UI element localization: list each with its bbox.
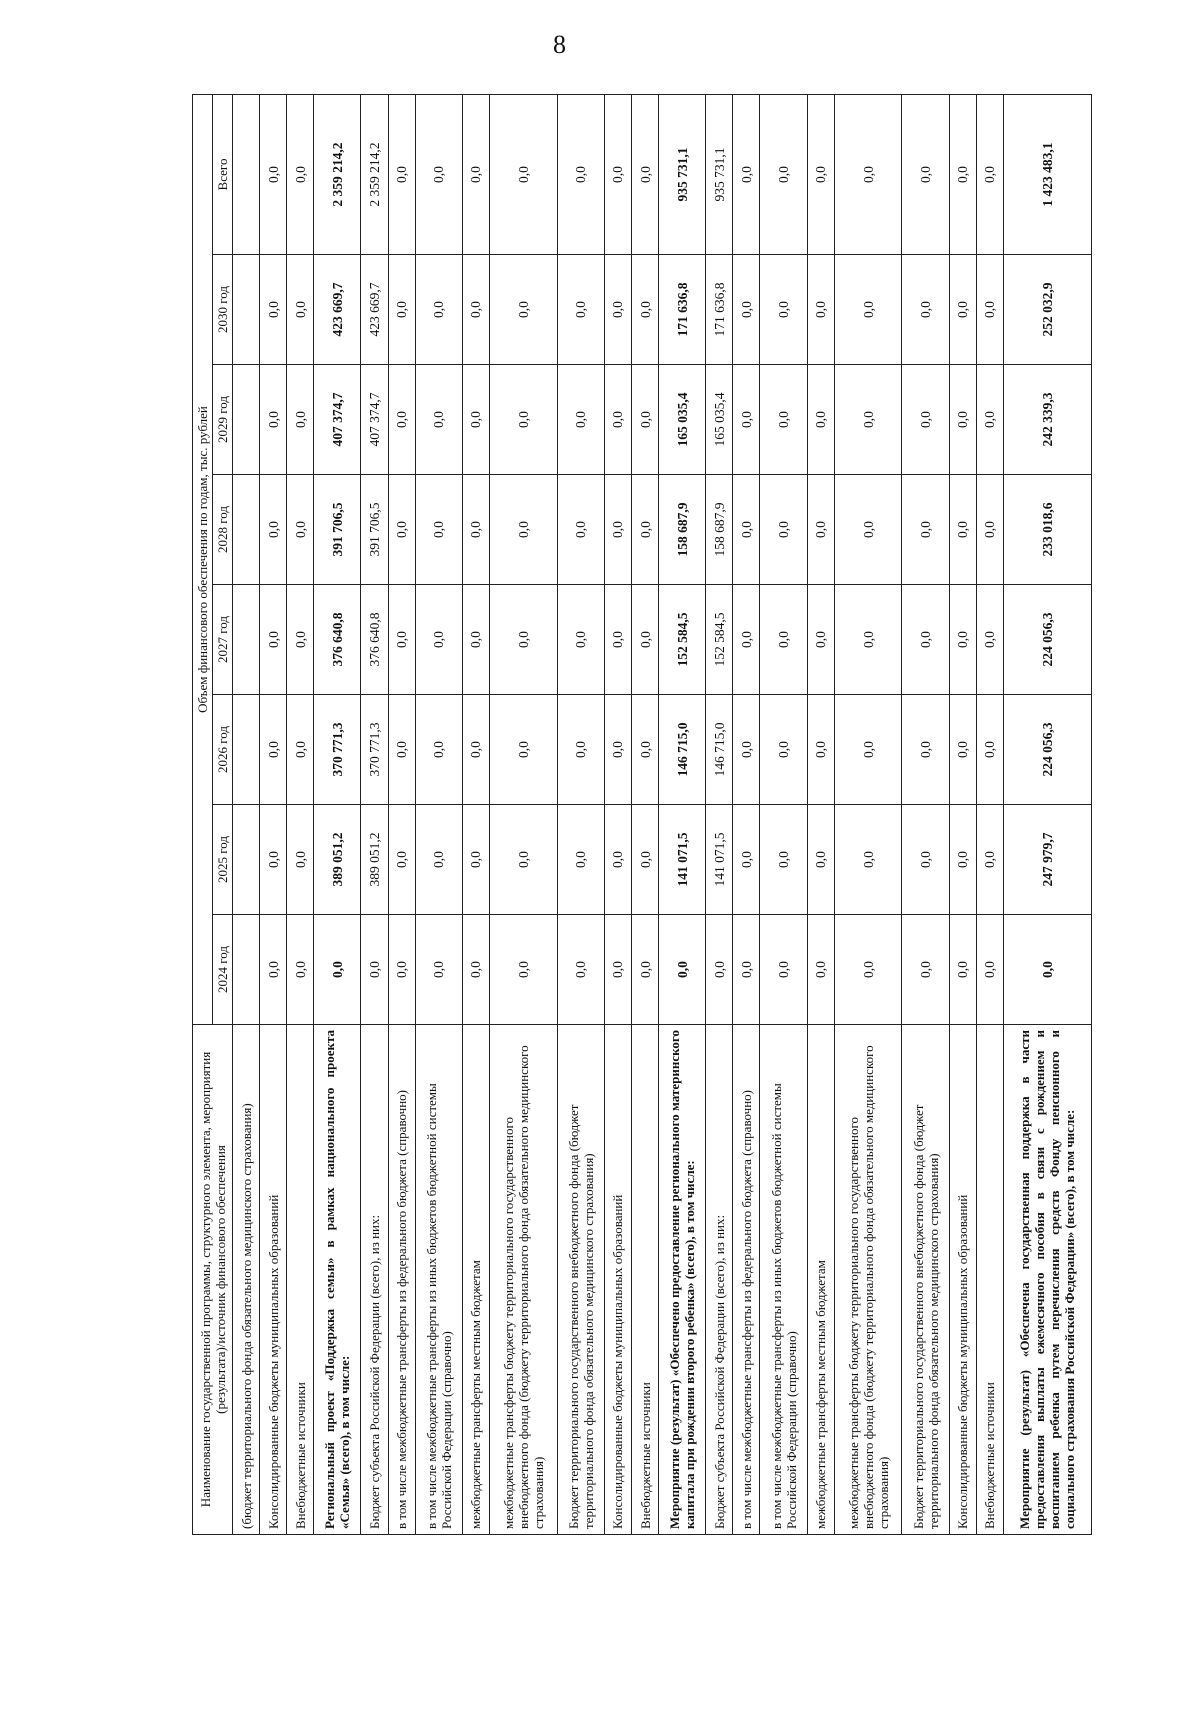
value-cell: 0,0: [834, 365, 902, 475]
rotated-table-container: [192, 95, 1092, 1535]
value-cell: 0,0: [733, 695, 760, 805]
value-cell: 0,0: [760, 585, 807, 695]
value-cell: 0,0: [489, 805, 557, 915]
table-row: [462, 94, 489, 1534]
value-cell: 0,0: [489, 695, 557, 805]
value-cell: 0,0: [631, 915, 658, 1025]
value-cell: 0,0: [949, 695, 976, 805]
value-cell: 0,0: [557, 915, 604, 1025]
value-cell: 0,0: [287, 805, 314, 915]
value-cell: 0,0: [760, 805, 807, 915]
value-cell: 0,0: [834, 475, 902, 585]
value-cell: 0,0: [949, 475, 976, 585]
value-cell: 0,0: [733, 585, 760, 695]
row-label: межбюджетные трансферты местным бюджетам: [807, 1025, 834, 1535]
value-cell: 407 374,7: [361, 365, 388, 475]
row-label: Бюджет территориального государственного внебюджетного фонда (бюджет территориального фонда обязательного медицинского страхования): [902, 1025, 949, 1535]
value-cell: 0,0: [834, 805, 902, 915]
value-cell: 0,0: [415, 255, 462, 365]
value-cell: 0,0: [287, 585, 314, 695]
value-cell: [233, 695, 260, 805]
value-cell: 0,0: [760, 365, 807, 475]
value-cell: 0,0: [557, 805, 604, 915]
value-cell: 0,0: [388, 94, 415, 254]
row-label: в том числе межбюджетные трансферты из федерального бюджета (справочно): [388, 1025, 415, 1535]
table-header-row: [193, 94, 213, 1534]
value-cell: 247 979,7: [1003, 805, 1091, 915]
value-cell: 0,0: [462, 915, 489, 1025]
value-cell: [233, 805, 260, 915]
value-cell: 0,0: [462, 255, 489, 365]
value-cell: 0,0: [1003, 915, 1091, 1025]
value-cell: [233, 475, 260, 585]
value-cell: 0,0: [489, 585, 557, 695]
row-label: Внебюджетные источники: [631, 1025, 658, 1535]
value-cell: 0,0: [631, 475, 658, 585]
value-cell: 0,0: [388, 915, 415, 1025]
table-row: [314, 94, 361, 1534]
value-cell: 0,0: [902, 585, 949, 695]
value-cell: 0,0: [760, 94, 807, 254]
value-cell: 0,0: [462, 365, 489, 475]
value-cell: 0,0: [949, 255, 976, 365]
year-column-header: 2030 год: [213, 255, 233, 365]
table-row: [902, 94, 949, 1534]
value-cell: 0,0: [489, 94, 557, 254]
value-cell: 0,0: [807, 695, 834, 805]
value-cell: 0,0: [631, 695, 658, 805]
row-label: межбюджетные трансферты бюджету территориального государственного внебюджетного фонда (бюджету территориального фонда обязательного медицинского страхования): [834, 1025, 902, 1535]
value-cell: 0,0: [388, 475, 415, 585]
value-cell: 171 636,8: [706, 255, 733, 365]
funding-table: [192, 94, 1092, 1535]
value-cell: 0,0: [604, 94, 631, 254]
value-cell: 0,0: [557, 94, 604, 254]
year-column-header: 2029 год: [213, 365, 233, 475]
value-cell: 224 056,3: [1003, 585, 1091, 695]
value-cell: 171 636,8: [659, 255, 706, 365]
value-cell: 0,0: [604, 365, 631, 475]
value-cell: 0,0: [733, 805, 760, 915]
row-label: Консолидированные бюджеты муниципальных образований: [604, 1025, 631, 1535]
value-cell: 0,0: [976, 365, 1003, 475]
value-cell: 423 669,7: [314, 255, 361, 365]
value-cell: 0,0: [631, 94, 658, 254]
value-cell: [233, 255, 260, 365]
page-number: 8: [553, 30, 566, 59]
value-cell: 224 056,3: [1003, 695, 1091, 805]
value-cell: 0,0: [314, 915, 361, 1025]
year-column-header: 2025 год: [213, 805, 233, 915]
value-cell: 0,0: [260, 475, 287, 585]
value-cell: 0,0: [388, 585, 415, 695]
value-cell: 0,0: [415, 585, 462, 695]
value-cell: 0,0: [733, 365, 760, 475]
value-cell: 0,0: [760, 915, 807, 1025]
value-cell: 0,0: [462, 695, 489, 805]
row-label: в том числе межбюджетные трансферты из федерального бюджета (справочно): [733, 1025, 760, 1535]
table-row: [489, 94, 557, 1534]
value-cell: 0,0: [976, 475, 1003, 585]
value-cell: 0,0: [557, 695, 604, 805]
value-cell: 0,0: [604, 695, 631, 805]
value-cell: 0,0: [949, 365, 976, 475]
value-cell: 0,0: [733, 915, 760, 1025]
row-label: в том числе межбюджетные трансферты из иных бюджетов бюджетной системы Российской Федерации (справочно): [415, 1025, 462, 1535]
value-cell: 0,0: [415, 365, 462, 475]
value-cell: 0,0: [415, 805, 462, 915]
name-column-header: Наименование государственной программы, структурного элемента, мероприятия (результата)/источник финансового обеспечения: [193, 1025, 233, 1535]
value-cell: [233, 585, 260, 695]
value-cell: 0,0: [388, 365, 415, 475]
table-row: [659, 94, 706, 1534]
value-cell: 0,0: [807, 475, 834, 585]
value-cell: 0,0: [834, 94, 902, 254]
value-cell: 0,0: [604, 475, 631, 585]
value-cell: 391 706,5: [361, 475, 388, 585]
value-cell: 0,0: [489, 255, 557, 365]
value-cell: 935 731,1: [659, 94, 706, 254]
value-cell: 0,0: [557, 365, 604, 475]
value-cell: 0,0: [557, 475, 604, 585]
value-cell: 935 731,1: [706, 94, 733, 254]
value-cell: 376 640,8: [361, 585, 388, 695]
value-cell: 158 687,9: [706, 475, 733, 585]
table-row: [557, 94, 604, 1534]
value-cell: 0,0: [631, 805, 658, 915]
value-cell: 0,0: [489, 915, 557, 1025]
value-cell: 1 423 483,1: [1003, 94, 1091, 254]
row-label: Бюджет территориального государственного внебюджетного фонда (бюджет территориального фонда обязательного медицинского страхования): [557, 1025, 604, 1535]
value-cell: 0,0: [834, 585, 902, 695]
value-cell: 0,0: [260, 255, 287, 365]
value-cell: 0,0: [260, 585, 287, 695]
value-cell: 0,0: [287, 255, 314, 365]
value-cell: 0,0: [287, 94, 314, 254]
value-cell: 0,0: [462, 585, 489, 695]
funding-group-header: Объем финансового обеспечения по годам, тыс. рублей: [193, 94, 213, 1024]
table-row: [976, 94, 1003, 1534]
value-cell: 165 035,4: [659, 365, 706, 475]
value-cell: 0,0: [260, 915, 287, 1025]
value-cell: 2 359 214,2: [361, 94, 388, 254]
year-column-header: 2028 год: [213, 475, 233, 585]
value-cell: 0,0: [760, 475, 807, 585]
value-cell: 0,0: [260, 805, 287, 915]
value-cell: 389 051,2: [314, 805, 361, 915]
value-cell: 165 035,4: [706, 365, 733, 475]
value-cell: 407 374,7: [314, 365, 361, 475]
value-cell: 152 584,5: [706, 585, 733, 695]
value-cell: 0,0: [976, 585, 1003, 695]
value-cell: 0,0: [902, 94, 949, 254]
value-cell: 0,0: [361, 915, 388, 1025]
value-cell: 370 771,3: [361, 695, 388, 805]
value-cell: 0,0: [388, 805, 415, 915]
row-label: Региональный проект «Поддержка семьи» в рамках национального проекта «Семья» (всего), в том числе:: [314, 1025, 361, 1535]
value-cell: 0,0: [902, 475, 949, 585]
value-cell: 0,0: [557, 255, 604, 365]
row-label: Консолидированные бюджеты муниципальных образований: [260, 1025, 287, 1535]
value-cell: 0,0: [287, 695, 314, 805]
value-cell: 0,0: [489, 475, 557, 585]
value-cell: 242 339,3: [1003, 365, 1091, 475]
value-cell: 0,0: [462, 475, 489, 585]
value-cell: 391 706,5: [314, 475, 361, 585]
value-cell: 0,0: [388, 255, 415, 365]
value-cell: 0,0: [807, 585, 834, 695]
value-cell: 0,0: [902, 695, 949, 805]
value-cell: 0,0: [489, 365, 557, 475]
year-column-header: 2024 год: [213, 915, 233, 1025]
value-cell: 376 640,8: [314, 585, 361, 695]
value-cell: 0,0: [388, 695, 415, 805]
year-column-header: 2026 год: [213, 695, 233, 805]
year-column-header: 2027 год: [213, 585, 233, 695]
value-cell: 0,0: [260, 365, 287, 475]
value-cell: 0,0: [949, 585, 976, 695]
table-row: [631, 94, 658, 1534]
value-cell: 0,0: [807, 365, 834, 475]
value-cell: 0,0: [902, 255, 949, 365]
value-cell: 423 669,7: [361, 255, 388, 365]
value-cell: 0,0: [902, 805, 949, 915]
row-label: Мероприятие (результат) «Обеспечена государственная поддержка в части предоставления выплаты ежемесячного пособия в связи с рождением и воспитанием ребенка путем перечисления средств Фонду пенсионного и социального страхования Российской Федерации» (всего), в том числе:: [1003, 1025, 1091, 1535]
table-body: [233, 94, 1092, 1534]
value-cell: 2 359 214,2: [314, 94, 361, 254]
value-cell: 0,0: [807, 94, 834, 254]
table-row: [949, 94, 976, 1534]
table-row: [260, 94, 287, 1534]
value-cell: 0,0: [415, 695, 462, 805]
value-cell: 0,0: [733, 255, 760, 365]
value-cell: 0,0: [760, 695, 807, 805]
value-cell: 0,0: [415, 94, 462, 254]
value-cell: 0,0: [807, 805, 834, 915]
value-cell: 0,0: [260, 94, 287, 254]
value-cell: 0,0: [976, 805, 1003, 915]
value-cell: 0,0: [706, 915, 733, 1025]
table-row: [807, 94, 834, 1534]
value-cell: 0,0: [557, 585, 604, 695]
value-cell: 0,0: [415, 915, 462, 1025]
value-cell: 0,0: [462, 805, 489, 915]
value-cell: 0,0: [834, 255, 902, 365]
table-row: [733, 94, 760, 1534]
value-cell: 0,0: [949, 805, 976, 915]
row-label: Консолидированные бюджеты муниципальных образований: [949, 1025, 976, 1535]
value-cell: 141 071,5: [706, 805, 733, 915]
value-cell: 0,0: [976, 255, 1003, 365]
value-cell: 0,0: [949, 94, 976, 254]
table-row: [760, 94, 807, 1534]
value-cell: 0,0: [902, 915, 949, 1025]
value-cell: 0,0: [631, 365, 658, 475]
value-cell: 0,0: [834, 915, 902, 1025]
value-cell: 0,0: [604, 255, 631, 365]
table-row: [706, 94, 733, 1534]
table-row: [1003, 94, 1091, 1534]
row-label: Бюджет субъекта Российской Федерации (всего), из них:: [361, 1025, 388, 1535]
value-cell: 233 018,6: [1003, 475, 1091, 585]
table-row: [834, 94, 902, 1534]
value-cell: 146 715,0: [706, 695, 733, 805]
value-cell: 0,0: [760, 255, 807, 365]
value-cell: 158 687,9: [659, 475, 706, 585]
value-cell: 0,0: [604, 585, 631, 695]
table-row: [604, 94, 631, 1534]
row-label: межбюджетные трансферты бюджету территориального государственного внебюджетного фонда (бюджету территориального фонда обязательного медицинского страхования): [489, 1025, 557, 1535]
table-row: [361, 94, 388, 1534]
row-label: Внебюджетные источники: [976, 1025, 1003, 1535]
value-cell: 141 071,5: [659, 805, 706, 915]
value-cell: 146 715,0: [659, 695, 706, 805]
value-cell: [233, 365, 260, 475]
table-row: [415, 94, 462, 1534]
value-cell: 0,0: [287, 915, 314, 1025]
value-cell: 0,0: [631, 255, 658, 365]
value-cell: [233, 94, 260, 254]
value-cell: 370 771,3: [314, 695, 361, 805]
value-cell: 0,0: [807, 255, 834, 365]
value-cell: 0,0: [834, 695, 902, 805]
table-row: [388, 94, 415, 1534]
value-cell: 0,0: [976, 695, 1003, 805]
value-cell: 0,0: [976, 94, 1003, 254]
value-cell: 0,0: [733, 94, 760, 254]
row-label: Внебюджетные источники: [287, 1025, 314, 1535]
value-cell: 0,0: [604, 915, 631, 1025]
table-row: [287, 94, 314, 1534]
value-cell: 152 584,5: [659, 585, 706, 695]
value-cell: 0,0: [604, 805, 631, 915]
value-cell: 0,0: [631, 585, 658, 695]
row-label: Бюджет субъекта Российской Федерации (всего), из них:: [706, 1025, 733, 1535]
value-cell: 0,0: [415, 475, 462, 585]
row-label: межбюджетные трансферты местным бюджетам: [462, 1025, 489, 1535]
row-label: (бюджет территориального фонда обязательного медицинского страхования): [233, 1025, 260, 1535]
row-label: в том числе межбюджетные трансферты из иных бюджетов бюджетной системы Российской Федерации (справочно): [760, 1025, 807, 1535]
value-cell: 0,0: [902, 365, 949, 475]
value-cell: 0,0: [807, 915, 834, 1025]
value-cell: 0,0: [659, 915, 706, 1025]
value-cell: 0,0: [287, 475, 314, 585]
year-column-header: Всего: [213, 94, 233, 254]
table-row: [233, 94, 260, 1534]
value-cell: 0,0: [949, 915, 976, 1025]
value-cell: [233, 915, 260, 1025]
value-cell: 0,0: [462, 94, 489, 254]
value-cell: 252 032,9: [1003, 255, 1091, 365]
value-cell: 0,0: [733, 475, 760, 585]
value-cell: 0,0: [260, 695, 287, 805]
value-cell: 0,0: [287, 365, 314, 475]
row-label: Мероприятие (результат) «Обеспечено предоставление регионального материнского капитала при рождении второго ребенка» (всего), в том числе:: [659, 1025, 706, 1535]
value-cell: 0,0: [976, 915, 1003, 1025]
value-cell: 389 051,2: [361, 805, 388, 915]
